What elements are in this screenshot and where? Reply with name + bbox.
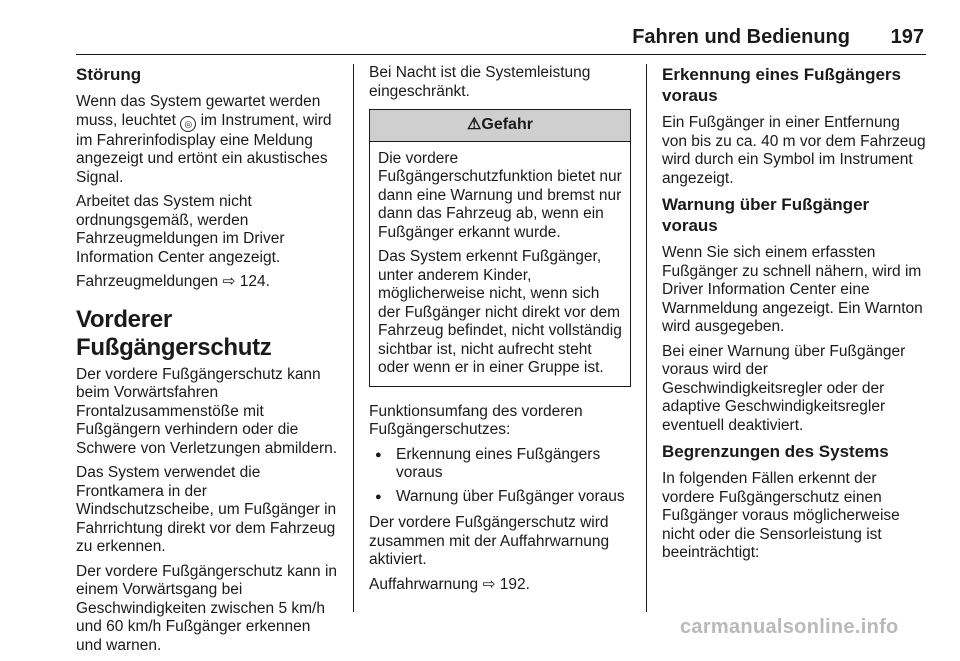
paragraph: Wenn Sie sich einem erfassten Fußgänger zu schnell nähern, wird im Driver Information Center eine Warnmeldung angezeigt. Ein Warnton wird ausgegeben. <box>662 244 923 335</box>
watermark: carmanualsonline.info <box>680 616 899 638</box>
paragraph: Arbeitet das System nicht ordnungsgemäß, werden Fahrzeugmeldungen im Driver Information Center angezeigt. <box>76 193 285 266</box>
paragraph: Der vordere Fußgängerschutz wird zusammen mit der Auffahrwarnung aktiviert. <box>369 514 610 568</box>
feature-list <box>369 446 631 507</box>
paragraph: Das System verwendet die Frontkamera in der Windschutzscheibe, um Fußgänger in Fahrrichtung direkt vor dem Fahrzeug zu erkennen. <box>76 464 337 555</box>
heading-warnung: Warnung über Fußgänger voraus <box>662 195 870 235</box>
danger-label: ⚠Gefahr <box>370 110 630 142</box>
danger-text: Das System erkennt Fußgänger, unter anderem Kinder, möglicherweise nicht, wenn sich der Fußgänger nicht direkt vor dem Fahrzeug befindet, nicht vollständig sichtbar ist, nicht aufrecht steht oder wenn er in einer Gruppe ist. <box>378 248 622 376</box>
column-1 <box>76 64 338 661</box>
paragraph: In folgenden Fällen erkennt der vordere Fußgängerschutz einen Fußgänger voraus möglicherweise nicht oder die Sensorleistung ist beeinträchtigt: <box>662 470 900 561</box>
page-number: 197 <box>890 26 924 48</box>
paragraph: Bei Nacht ist die Systemleistung eingeschränkt. <box>369 64 591 100</box>
column-2 <box>369 64 631 600</box>
paragraph: Der vordere Fußgängerschutz kann in einem Vorwärtsgang bei Geschwindigkeiten zwischen 5 km/h und 60 km/h Fußgänger erkennen und warnen. <box>76 562 338 654</box>
list-item: ● Warnung über Fußgänger voraus <box>369 488 631 507</box>
cross-reference[interactable]: Fahrzeugmeldungen ⇨ 124. <box>76 273 270 290</box>
heading-begrenzungen: Begrenzungen des Systems <box>662 442 889 461</box>
paragraph: Funktionsumfang des vorderen Fußgängerschutzes: <box>369 402 583 438</box>
column-divider <box>646 64 647 612</box>
chapter-title: Fahren und Bedienung <box>632 26 850 48</box>
heading-stoerung: Störung <box>76 65 142 84</box>
danger-text: Die vordere Fußgängerschutzfunktion bietet nur dann eine Warnung und bremst nur dann das Fahrzeug ab, wenn ein Fußgänger erkannt wurde. <box>378 149 622 241</box>
service-indicator-icon: ◎ <box>180 116 196 132</box>
column-3 <box>662 64 926 569</box>
page-header <box>0 26 960 56</box>
heading-erkennung: Erkennung eines Fußgängers voraus <box>662 65 901 105</box>
column-divider <box>353 64 354 612</box>
paragraph: Bei einer Warnung über Fußgänger voraus wird der Geschwindigkeitsregler oder der adaptive Geschwindigkeitsregler eventuell deaktiviert. <box>662 342 906 434</box>
header-rule <box>76 54 926 55</box>
paragraph: Wenn das System gewartet werden muss, leuchtet ◎ im Instrument, wird im Fahrerinfodisplay eine Meldung angezeigt und ertönt ein akustisches Signal. <box>76 93 332 186</box>
cross-reference[interactable]: Auffahrwarnung ⇨ 192. <box>369 575 530 593</box>
danger-box <box>369 109 631 387</box>
list-item: ● Erkennung eines Fußgängers voraus <box>369 446 631 483</box>
paragraph: Der vordere Fußgängerschutz kann beim Vorwärtsfahren Frontalzusammenstöße mit Fußgängern verhindern oder die Schwere von Verletzungen abmildern. <box>76 365 338 457</box>
paragraph: Ein Fußgänger in einer Entfernung von bis zu ca. 40 m vor dem Fahrzeug wird durch ein Symbol im Instrument angezeigt. <box>662 114 926 187</box>
section-heading: Vorderer Fußgängerschutz <box>76 305 272 361</box>
